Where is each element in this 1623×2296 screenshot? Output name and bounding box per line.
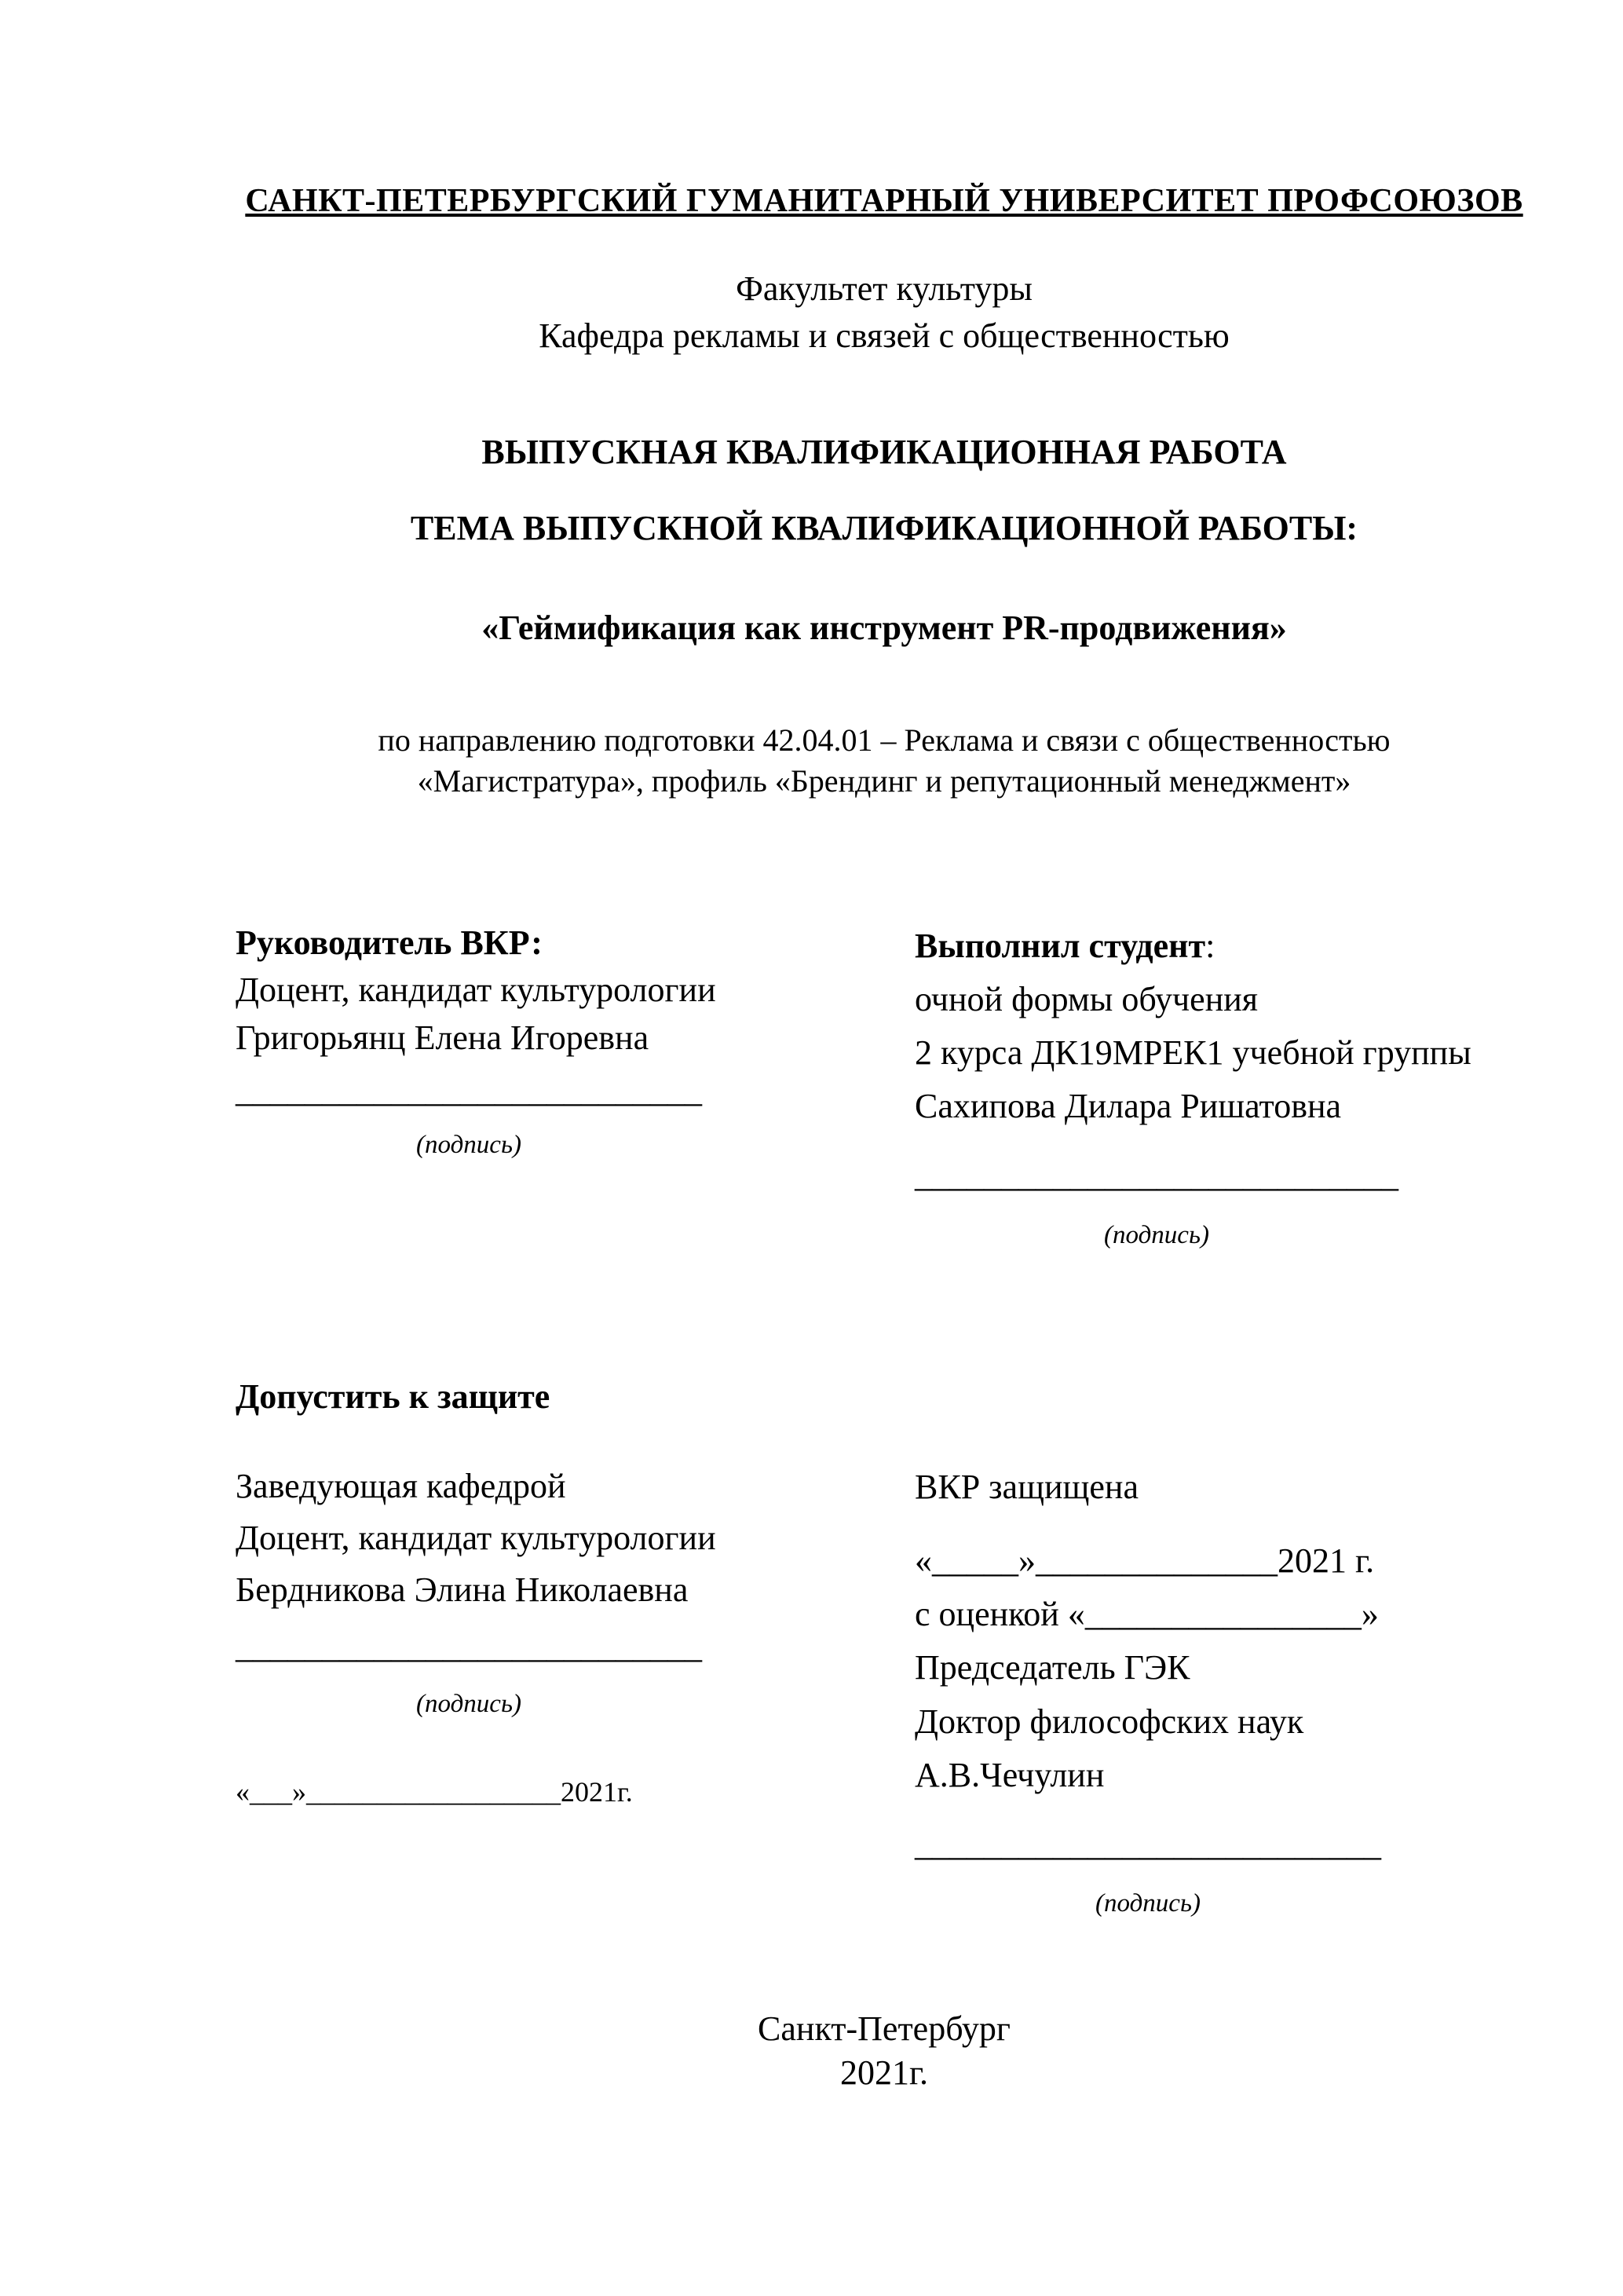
student-signature-block <box>915 1144 1398 1255</box>
defense-grade-line: с оценкой «________________» <box>915 1595 1379 1634</box>
program-profile: «Магистратура», профиль «Брендинг и репутационный менеджмент» <box>417 762 1351 799</box>
defense-date-line: «_____»______________2021 г. <box>915 1541 1375 1580</box>
year: 2021г. <box>839 2053 929 2093</box>
admission-signature-block <box>236 1616 702 1724</box>
defense-block <box>915 1461 1533 1928</box>
work-type-heading: ВЫПУСКНАЯ КВАЛИФИКАЦИОННАЯ РАБОТА <box>481 432 1287 471</box>
student-name: Сахипова Дилара Ришатовна <box>915 1087 1342 1126</box>
supervisor-position: Доцент, кандидат культурологии <box>236 971 716 1010</box>
admission-heading: Допустить к защите <box>236 1377 550 1416</box>
student-signature-caption: (подпись) <box>1104 1220 1209 1249</box>
city-name: Санкт-Петербург <box>758 2009 1011 2048</box>
admission-signature-caption: (подпись) <box>416 1689 521 1718</box>
supervisor-label: Руководитель ВКР: <box>236 923 543 962</box>
student-label: Выполнил студент <box>915 926 1206 965</box>
supervisor-block <box>236 919 915 1166</box>
defense-signature-block <box>915 1813 1381 1924</box>
student-signature-line: ____________________________ <box>915 1156 1398 1195</box>
head-position-1: Заведующая кафедрой <box>236 1466 566 1505</box>
admission-date-line: «___»__________________2021г. <box>236 1775 633 1808</box>
faculty-name: Факультет культуры <box>736 269 1033 308</box>
chair-label: Председатель ГЭК <box>915 1648 1190 1687</box>
student-study-form: очной формы обучения <box>915 979 1259 1018</box>
student-label-colon: : <box>1205 926 1215 965</box>
defense-signature-line: ___________________________ <box>915 1824 1381 1863</box>
topic-title: «Геймификация как инструмент PR-продвижения» <box>481 608 1287 647</box>
supervisor-signature-caption: (подпись) <box>416 1130 521 1159</box>
supervisor-name: Григорьянц Елена Игоревна <box>236 1018 649 1058</box>
defense-signature-caption: (подпись) <box>1095 1889 1201 1918</box>
admission-defense-row <box>236 1461 1533 1928</box>
student-label-line <box>915 919 1533 973</box>
footer-block <box>236 2007 1533 2096</box>
student-block <box>915 919 1533 1259</box>
page-content <box>236 0 1533 1927</box>
topic-label: ТЕМА ВЫПУСКНОЙ КВАЛИФИКАЦИОННОЙ РАБОТЫ: <box>410 508 1358 547</box>
university-name: САНКТ-ПЕТЕРБУРГСКИЙ ГУМАНИТАРНЫЙ УНИВЕРСИТЕТ ПРОФСОЮЗОВ <box>245 183 1523 219</box>
supervisor-signature-block <box>236 1062 702 1163</box>
supervisor-signature-line: ___________________________ <box>236 1070 702 1110</box>
department-name: Кафедра рекламы и связей с общественностью <box>539 316 1230 355</box>
program-direction: по направлению подготовки 42.04.01 – Реклама и связи с общественностью <box>378 722 1391 758</box>
chair-name: А.В.Чечулин <box>915 1755 1105 1794</box>
admission-block <box>236 1461 915 1813</box>
head-name: Бердникова Элина Николаевна <box>236 1570 689 1609</box>
program-block <box>236 720 1533 802</box>
defense-status: ВКР защищена <box>915 1467 1139 1506</box>
head-position-2: Доцент, кандидат культурологии <box>236 1518 716 1557</box>
student-group: 2 курса ДК19МРЕК1 учебной группы <box>915 1033 1471 1073</box>
admission-signature-line: ___________________________ <box>236 1626 702 1665</box>
faculty-department-block <box>236 265 1533 360</box>
supervisor-student-row <box>236 919 1533 1259</box>
chair-degree: Доктор философских наук <box>915 1702 1304 1741</box>
